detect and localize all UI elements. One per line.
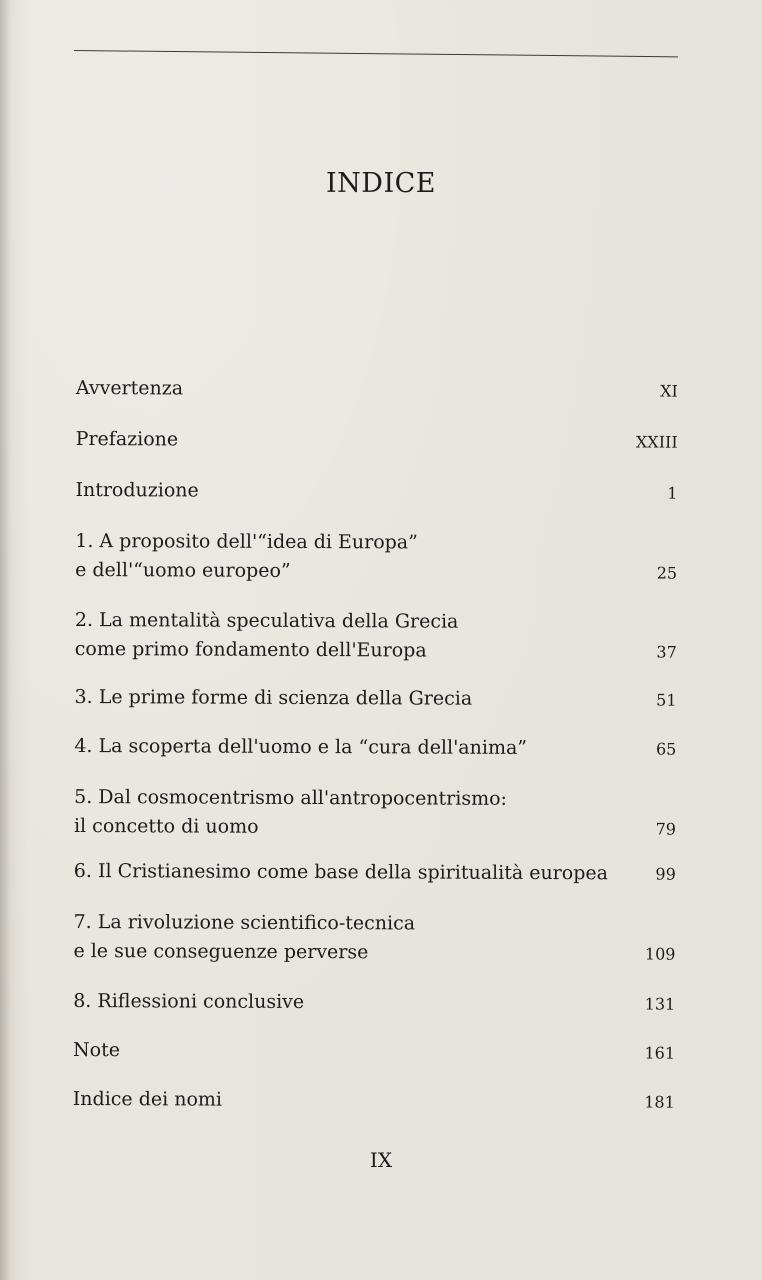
toc-entry-title [73,908,613,968]
toc-entry-line: 6. Il Cristianesimo come base della spiritualità europea [73,859,609,885]
toc-page-number: 65 [655,739,677,759]
toc-entry-line: 5. Dal cosmocentrismo all'antropocentrismo: [74,785,508,810]
toc-page-number: 131 [644,994,676,1014]
toc-entry-title [73,1036,613,1067]
toc-page-number: 79 [655,819,677,839]
toc-entry-line: il concetto di uomo [73,814,259,838]
toc-entry-title [76,374,616,405]
toc-page-number: 1 [667,483,678,503]
toc-entry-title [73,1085,613,1116]
top-rule [74,50,678,57]
toc-page-number: 181 [644,1092,675,1112]
toc-entry-line: 7. La rivoluzione scientifico-tecnica [73,910,416,935]
toc-entry-chapter-1 [75,527,677,588]
toc-entry-line: Note [72,1038,121,1062]
toc-entry-line: 4. La scoperta dell'uomo e la “cura dell'anima” [74,734,528,759]
table-of-contents [72,370,680,1112]
toc-entry-avvertenza [76,374,678,406]
toc-entry-chapter-5 [74,783,676,844]
toc-entry-line: e dell'“uomo europeo” [75,558,291,582]
toc-page-number: XI [660,381,678,401]
toc-entry-line: 1. A proposito dell'“idea di Europa” [75,529,418,554]
toc-entry-indice-dei-nomi [73,1085,675,1117]
toc-page-number: 109 [644,944,676,964]
toc-entry-introduzione [75,476,677,508]
toc-entry-line: Indice dei nomi [72,1087,223,1111]
toc-entry-line: Avvertenza [75,376,184,400]
toc-page-number: 99 [655,864,676,884]
page-title: INDICE [326,168,436,199]
toc-entry-note [73,1036,675,1068]
toc-entry-line: 8. Riflessioni conclusive [73,989,305,1014]
toc-entry-title [74,783,614,843]
toc-entry-title [75,683,615,714]
toc-entry-chapter-4 [74,732,676,764]
toc-page-number: 37 [656,642,677,662]
toc-entry-title [74,732,614,763]
toc-entry-chapter-2 [75,606,677,667]
toc-entry-title [73,987,613,1018]
toc-entry-line: Prefazione [75,427,179,451]
toc-entry-line: 2. La mentalità speculativa della Grecia [74,608,459,633]
toc-entry-prefazione [76,425,678,457]
toc-entry-title [76,425,616,456]
toc-entry-title [75,476,615,507]
toc-entry-line: Introduzione [75,478,199,502]
toc-entry-title [75,527,615,587]
toc-entry-title [74,857,614,888]
toc-entry-line: come primo fondamento dell'Europa [74,637,427,662]
toc-entry-chapter-7 [73,908,675,969]
toc-page-number: 161 [644,1043,676,1063]
toc-page-number: 25 [656,563,678,583]
page-folio: IX [369,1148,393,1172]
toc-entry-chapter-6 [74,857,676,889]
toc-entry-line: e le sue conseguenze perverse [73,939,369,964]
toc-entry-chapter-8 [73,987,675,1019]
toc-page-number: 51 [656,690,677,710]
toc-entry-line: 3. Le prime forme di scienza della Grecia [74,685,473,710]
toc-page-number: XXIII [635,432,678,452]
toc-entry-title [75,606,615,666]
toc-entry-chapter-3 [75,683,677,715]
